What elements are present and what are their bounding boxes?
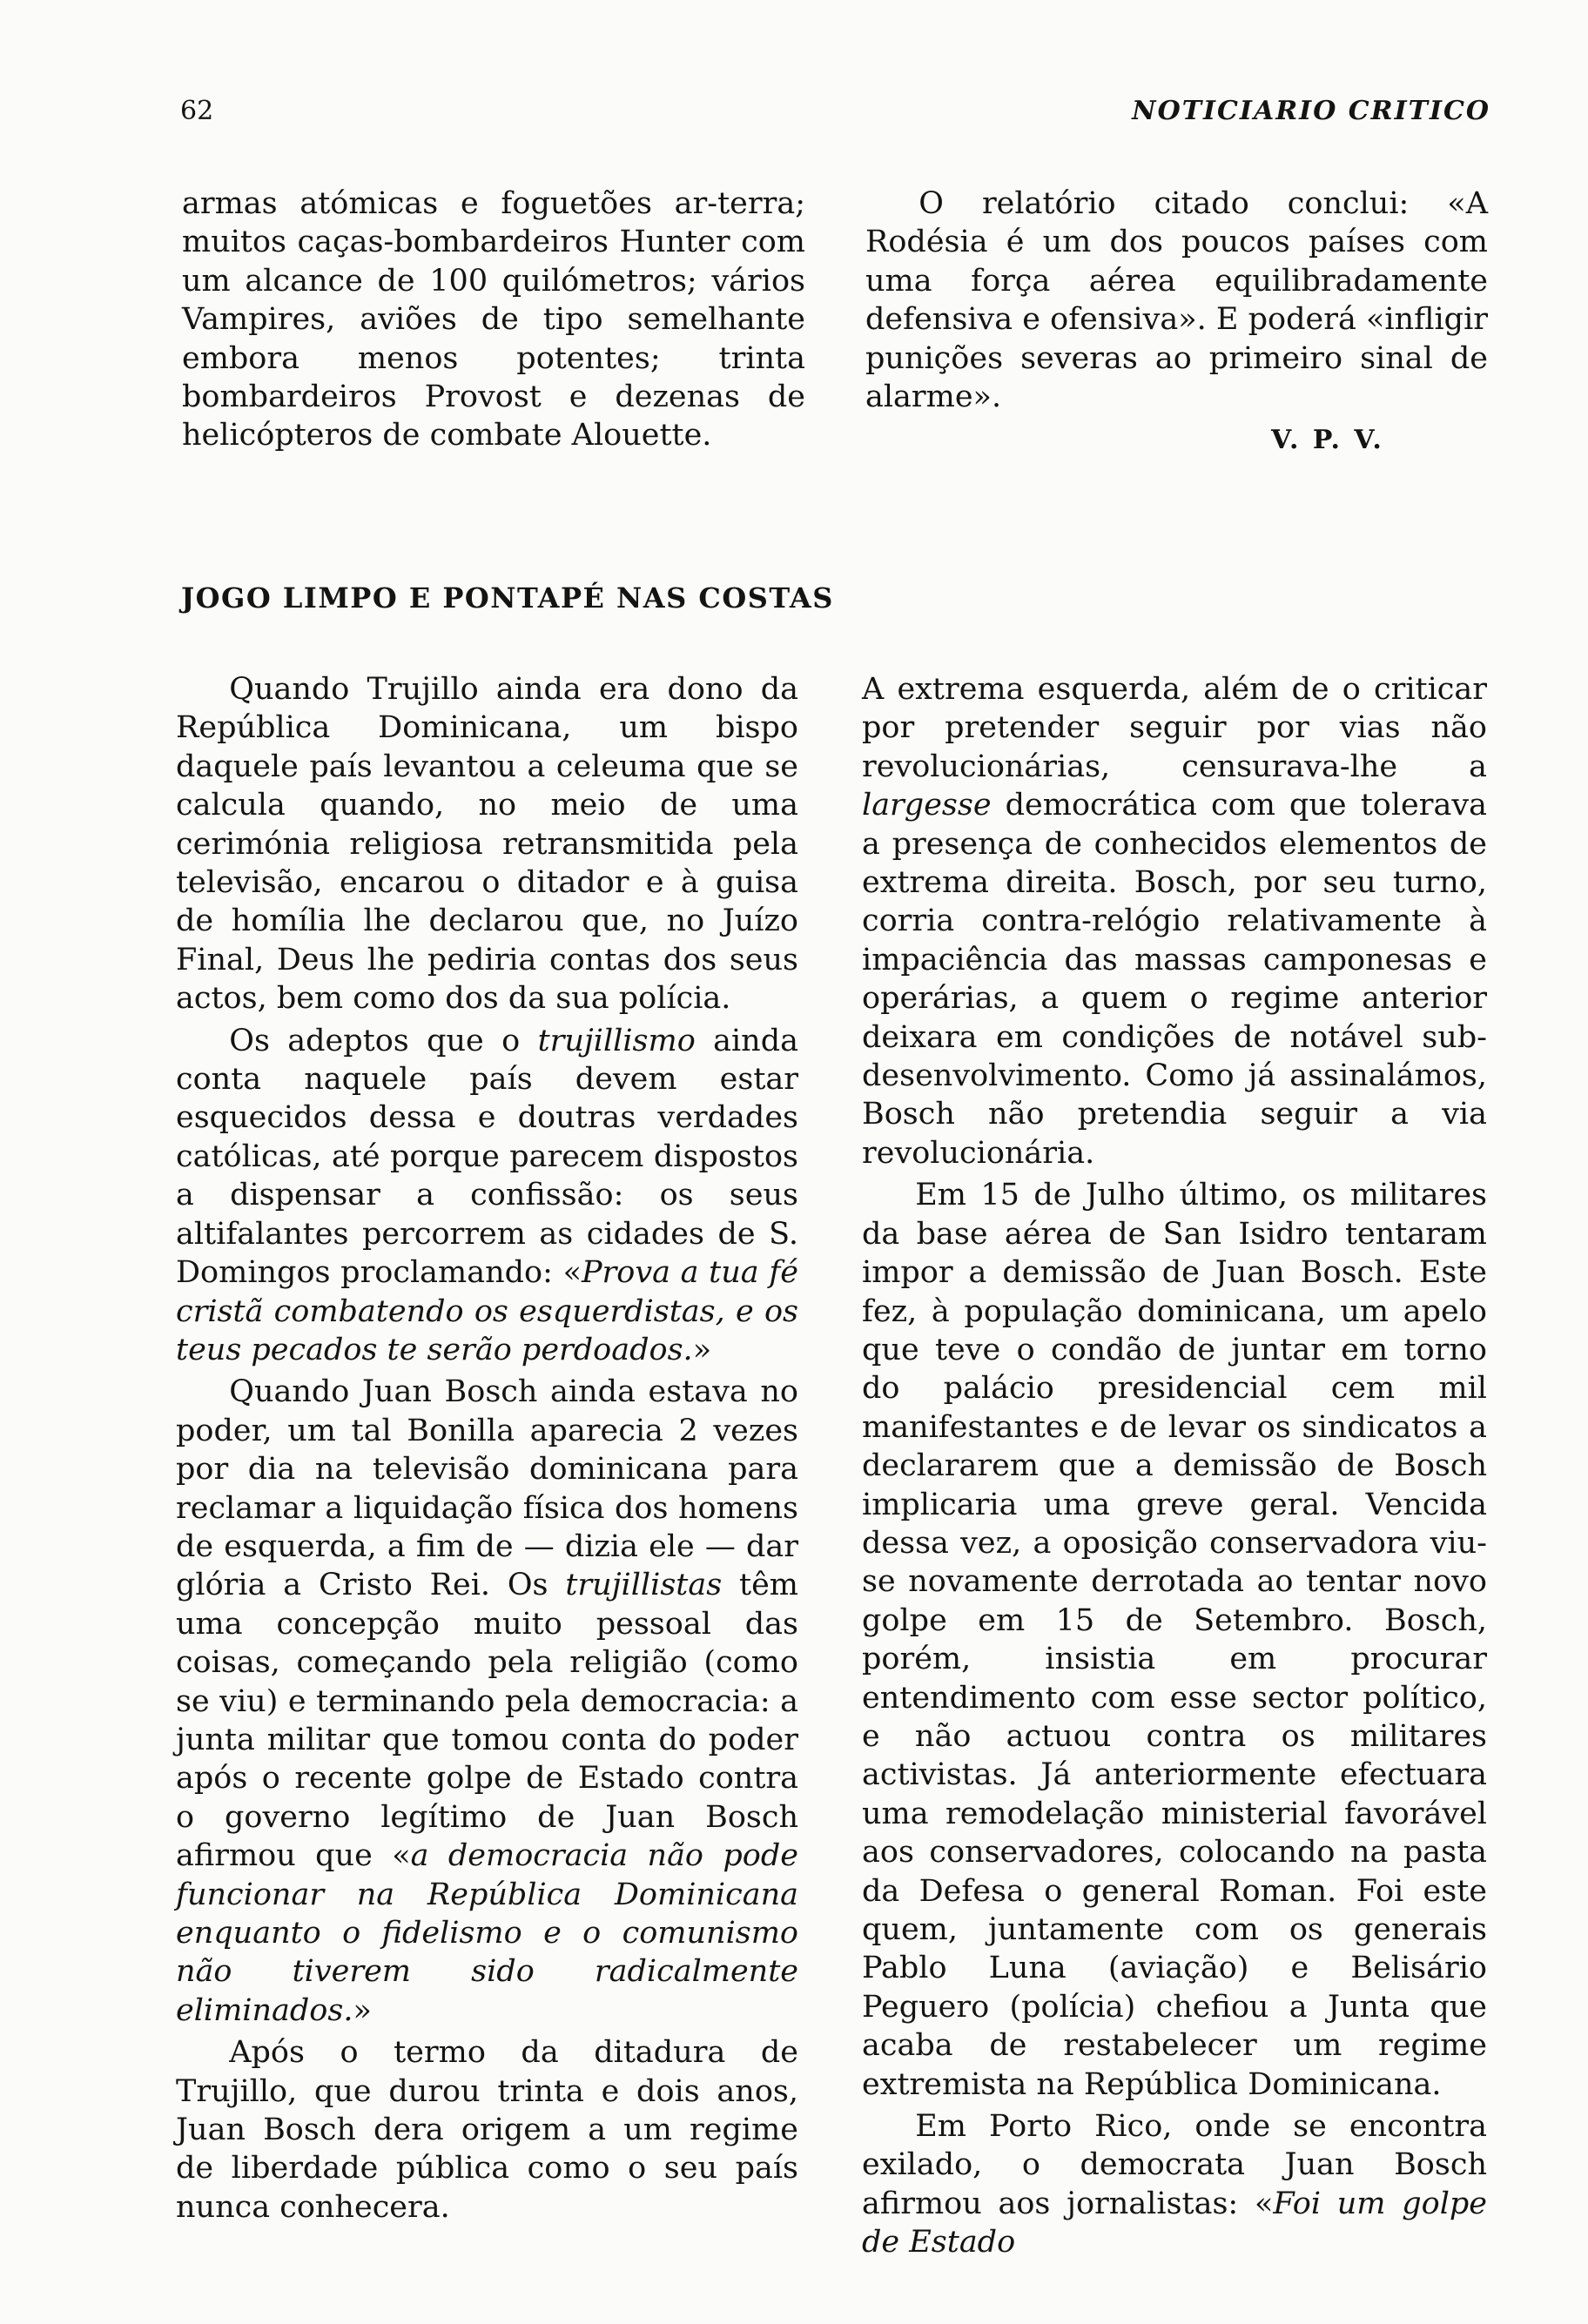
text-run: »	[692, 1332, 712, 1367]
previous-article-right-column	[865, 185, 1488, 420]
italic-quote: Prova a tua fé cristã combatendo os esquerdistas, e os teus pecados te serão perdoados.	[176, 1255, 798, 1367]
text-run: »	[353, 1992, 372, 2028]
article-right-column	[862, 670, 1487, 2266]
text-run: A extrema esquerda, além de o criticar por pretender seguir por vias não revolucionárias, censurava-lhe a	[862, 672, 1487, 784]
italic-term: largesse	[862, 788, 992, 823]
italic-term: trujillistas	[565, 1568, 723, 1603]
text-run: Em Porto Rico, onde se encontra exilado, o democrata Juan Bosch afirmou aos jornalistas: «	[862, 2109, 1487, 2221]
previous-article-left-column	[182, 185, 805, 459]
paragraph	[862, 670, 1487, 1172]
article-left-column	[176, 670, 798, 2230]
text-run: ainda conta naquele país devem estar esquecidos dessa e doutras verdades católicas, até porque parecem dispostos a dispensar a confissão: os seus altifalantes percorrem as cidades de S. Domingos proclamando: «	[176, 1023, 798, 1291]
paragraph	[176, 1373, 798, 2030]
paragraph	[862, 2107, 1487, 2262]
article-title: JOGO LIMPO E PONTAPÉ NAS COSTAS	[181, 581, 834, 615]
running-header	[180, 96, 1490, 139]
paragraph: Em 15 de Julho último, os militares da base aérea de San Isidro tentaram impor a demissão de Juan Bosch. Este fez, à população dominicana, um apelo que teve o condão de juntar em torno do palácio presidencial cem mil manifestantes e de levar os sindicatos a declararem que a demissão de Bosch implicaria uma greve geral. Vencida dessa vez, a oposição conservadora viu-se novamente derrotada ao tentar novo golpe em 15 de Setembro. Bosch, porém, insistia em procurar entendimento com esse sector político, e não actuou contra os militares activistas. Já anteriormente efectuara uma remodelação ministerial favorável aos conservadores, colocando na pasta da Defesa o general Roman. Foi este quem, juntamente com os generais Pablo Luna (aviação) e Belisário Peguero (polícia) chefiou a Junta que acaba de restabelecer um regime extremista na República Dominicana.	[862, 1178, 1487, 2102]
italic-term: trujillismo	[537, 1023, 696, 1058]
italic-quote: Foi um golpe de Estado	[862, 2186, 1488, 2260]
text-run: Os adeptos que o	[229, 1023, 538, 1058]
text-run: Quando Juan Bosch ainda estava no poder, um tal Bonilla aparecia 2 vezes por dia na televisão dominicana para reclamar a liquidação física dos homens de esquerda, a fim de — dizia ele — dar glória a Cristo Rei. Os	[176, 1374, 798, 1603]
paragraph: Quando Trujillo ainda era dono da República Dominicana, um bispo daquele país levantou a celeuma que se calcula quando, no meio de uma cerimónia religiosa retransmitida pela televisão, encarou o ditador e à guisa de homília lhe declarou que, no Juízo Final, Deus lhe pediria contas dos seus actos, bem como dos da sua polícia.	[176, 672, 798, 1017]
paragraph: Após o termo da ditadura de Trujillo, que durou trinta e dois anos, Juan Bosch dera origem a um regime de liberdade pública como o seu país nunca conhecera.	[176, 2035, 798, 2225]
author-signature: V. P. V.	[1271, 425, 1384, 455]
italic-quote: a democracia não pode funcionar na República Dominicana enquanto o fidelismo e o comunismo não tiverem sido radicalmente eliminados.	[176, 1838, 798, 2028]
paragraph: O relatório citado conclui: «A Rodésia é um dos poucos países com uma força aérea equilibradamente defensiva e ofensiva». E poderá «infligir punições severas ao primeiro sinal de alarme».	[865, 186, 1488, 415]
text-run: democrática com que tolerava a presença de conhecidos elementos de extrema direita. Bosch, por seu turno, corria contra-relógio relativamente à impaciência das massas camponesas e operárias, a quem o regime anterior deixara em condições de notável sub-desenvolvimento. Como já assinalámos, Bosch não pretendia seguir a via revolucionária.	[862, 788, 1487, 1171]
section-label: NOTICIARIO CRITICO	[1132, 96, 1490, 126]
text-run: têm uma concepção muito pessoal das coisas, começando pela religião (como se viu) e terminando pela democracia: a junta militar que tomou conta do poder após o recente golpe de Estado contra o governo legítimo de Juan Bosch afirmou que «	[176, 1568, 798, 1874]
paragraph	[176, 1022, 798, 1370]
paragraph: armas atómicas e foguetões ar-terra; muitos caças-bombardeiros Hunter com um alcance de 100 quilómetros; vários Vampires, aviões de tipo semelhante embora menos potentes; trinta bombardeiros Provost e dezenas de helicópteros de combate Alouette.	[182, 186, 805, 453]
page-number: 62	[180, 96, 214, 126]
